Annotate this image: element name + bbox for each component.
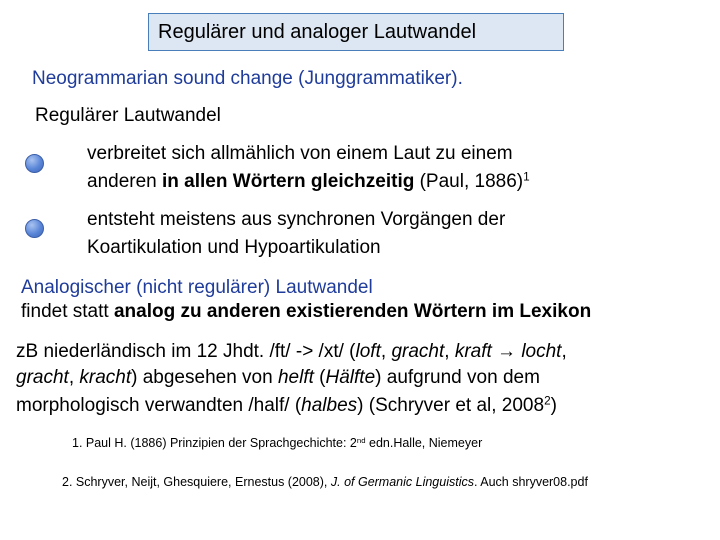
example-line-2 <box>16 366 540 390</box>
arrow: → <box>491 341 522 362</box>
text: 1. Paul H. (1886) Prinzipien der Sprachgechichte: 2 <box>72 436 357 450</box>
text: ) abgesehen von <box>131 367 278 388</box>
analogical-heading: Analogischer (nicht regulärer) Lautwandel <box>21 277 373 298</box>
text: anderen <box>87 171 163 192</box>
bold-text: in allen Wörtern gleichzeitig <box>162 171 415 192</box>
superscript: nd <box>356 435 366 445</box>
bullet-1-line-2 <box>87 170 530 194</box>
text: ) aufgrund von dem <box>375 367 540 388</box>
regular-sound-change-heading: Regulärer Lautwandel <box>35 105 221 126</box>
text: , <box>444 341 455 362</box>
text: , <box>380 341 392 362</box>
italic-word: locht <box>521 341 562 362</box>
analogical-text <box>21 300 591 324</box>
italic-word: helft <box>277 367 314 388</box>
footnote-ref: 1 <box>523 170 530 184</box>
text: morphologisch verwandten /half/ ( <box>16 395 302 416</box>
bullet-2-line-1: entsteht meistens aus synchronen Vorgängen der <box>87 209 506 230</box>
italic-word: gracht <box>391 341 445 362</box>
text: , <box>68 367 80 388</box>
text: ) (Schryver et al, 2008 <box>357 395 545 416</box>
italic-word: Hälfte <box>325 367 376 388</box>
italic-word: halbes <box>301 395 358 416</box>
text: , <box>561 341 567 362</box>
footnote-2 <box>62 474 588 490</box>
text: findet statt <box>21 301 114 322</box>
neogrammarian-heading: Neogrammarian sound change (Junggrammatiker). <box>32 68 463 89</box>
bullet-icon <box>25 219 44 238</box>
italic-word: kracht <box>79 367 132 388</box>
example-line-1 <box>16 340 567 364</box>
italic-word: gracht <box>16 367 69 388</box>
text: (Paul, 1886) <box>414 171 524 192</box>
text: zB niederländisch im 12 Jhdt. /ft/ -> /xt/ ( <box>16 341 356 362</box>
italic-word: kraft <box>454 341 492 362</box>
text: ) <box>550 395 557 416</box>
example-line-3 <box>16 394 557 418</box>
italic-word: loft <box>355 341 381 362</box>
bullet-1-line-1: verbreitet sich allmählich von einem Laut zu einem <box>87 143 513 164</box>
italic-journal: J. of Germanic Linguistics <box>330 475 474 489</box>
bold-text: analog zu anderen existierenden Wörtern im Lexikon <box>113 301 592 322</box>
bullet-2-line-2: Koartikulation und Hypoartikulation <box>87 237 381 258</box>
text: 2. Schryver, Neijt, Ghesquiere, Ernestus (2008), <box>62 475 331 489</box>
slide-title: Regulärer und analoger Lautwandel <box>148 13 564 51</box>
bullet-icon <box>25 154 44 173</box>
footnote-1 <box>72 435 482 451</box>
text: . Auch shryver08.pdf <box>473 475 588 489</box>
text: ( <box>313 367 326 388</box>
text: edn.Halle, Niemeyer <box>365 436 483 450</box>
footnote-ref: 2 <box>544 394 551 408</box>
